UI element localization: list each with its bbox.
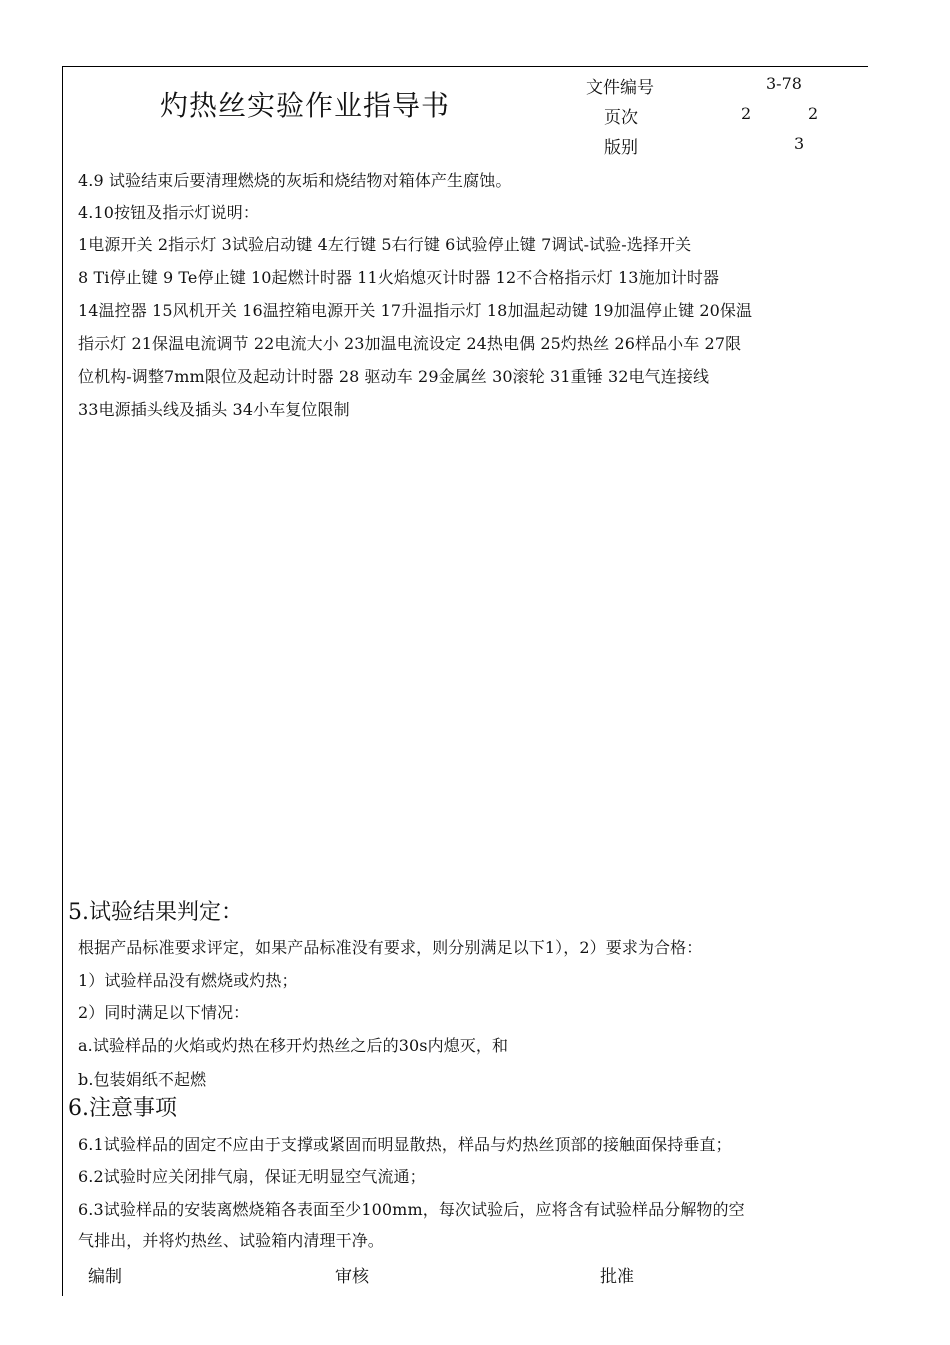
section4-line: 33电源插头线及插头 34小车复位限制 [78, 400, 350, 419]
reviewed-by-label: 审核 [335, 1267, 369, 1287]
section6-heading: 6.注意事项 [68, 1096, 177, 1121]
section5-line: a.试验样品的火焰或灼热在移开灼热丝之后的30s内熄灭，和 [78, 1036, 509, 1055]
section4-line: 1电源开关 2指示灯 3试验启动键 4左行键 5右行键 6试验停止键 7调试-试验-选择开关 [78, 235, 692, 254]
frame-top-border [62, 66, 868, 67]
section4-line: 4.10按钮及指示灯说明： [78, 203, 259, 222]
version-label: 版别 [604, 138, 638, 158]
section4-line: 4.9 试验结束后要清理燃烧的灰垢和烧结物对箱体产生腐蚀。 [78, 171, 512, 190]
section6-line: 6.1试验样品的固定不应由于支撑或紧固而明显散热，样品与灼热丝顶部的接触面保持垂直； [78, 1135, 732, 1154]
page-label: 页次 [604, 108, 638, 128]
section6-line: 6.3试验样品的安装离燃烧箱各表面至少100mm，每次试验后，应将含有试验样品分解物的空 [78, 1200, 745, 1219]
prepared-by-label: 编制 [88, 1267, 122, 1287]
section5-heading: 5.试验结果判定： [68, 900, 243, 925]
page-current-value: 2 [741, 104, 752, 123]
section5-line: 1）试验样品没有燃烧或灼热； [78, 971, 298, 990]
section4-line: 位机构-调整7mm限位及起动计时器 28 驱动车 29金属丝 30滚轮 31重锤 32电气连接线 [78, 367, 710, 386]
section6-line: 气排出，并将灼热丝、试验箱内清理干净。 [78, 1231, 384, 1250]
section4-line: 指示灯 21保温电流调节 22电流大小 23加温电流设定 24热电偶 25灼热丝 26样品小车 27限 [78, 334, 742, 353]
section5-line: 根据产品标准要求评定，如果产品标准没有要求，则分别满足以下1），2）要求为合格： [78, 938, 703, 957]
doc-number-label: 文件编号 [586, 78, 654, 98]
section4-line: 8 Ti停止键 9 Te停止键 10起燃计时器 11火焰熄灭计时器 12不合格指示灯 13施加计时器 [78, 268, 720, 287]
section5-line: b.包装娟纸不起燃 [78, 1070, 207, 1089]
section5-line: 2）同时满足以下情况： [78, 1003, 250, 1022]
doc-number-value: 3-78 [766, 74, 802, 93]
section4-line: 14温控器 15风机开关 16温控箱电源开关 17升温指示灯 18加温起动键 19加温停止键 20保温 [78, 301, 753, 320]
approved-by-label: 批准 [600, 1267, 634, 1287]
document-title: 灼热丝实验作业指导书 [160, 89, 451, 122]
section6-line: 6.2试验时应关闭排气扇，保证无明显空气流通； [78, 1167, 426, 1186]
page-total-value: 2 [808, 104, 819, 123]
frame-left-border [62, 66, 63, 1296]
version-value: 3 [794, 134, 805, 153]
